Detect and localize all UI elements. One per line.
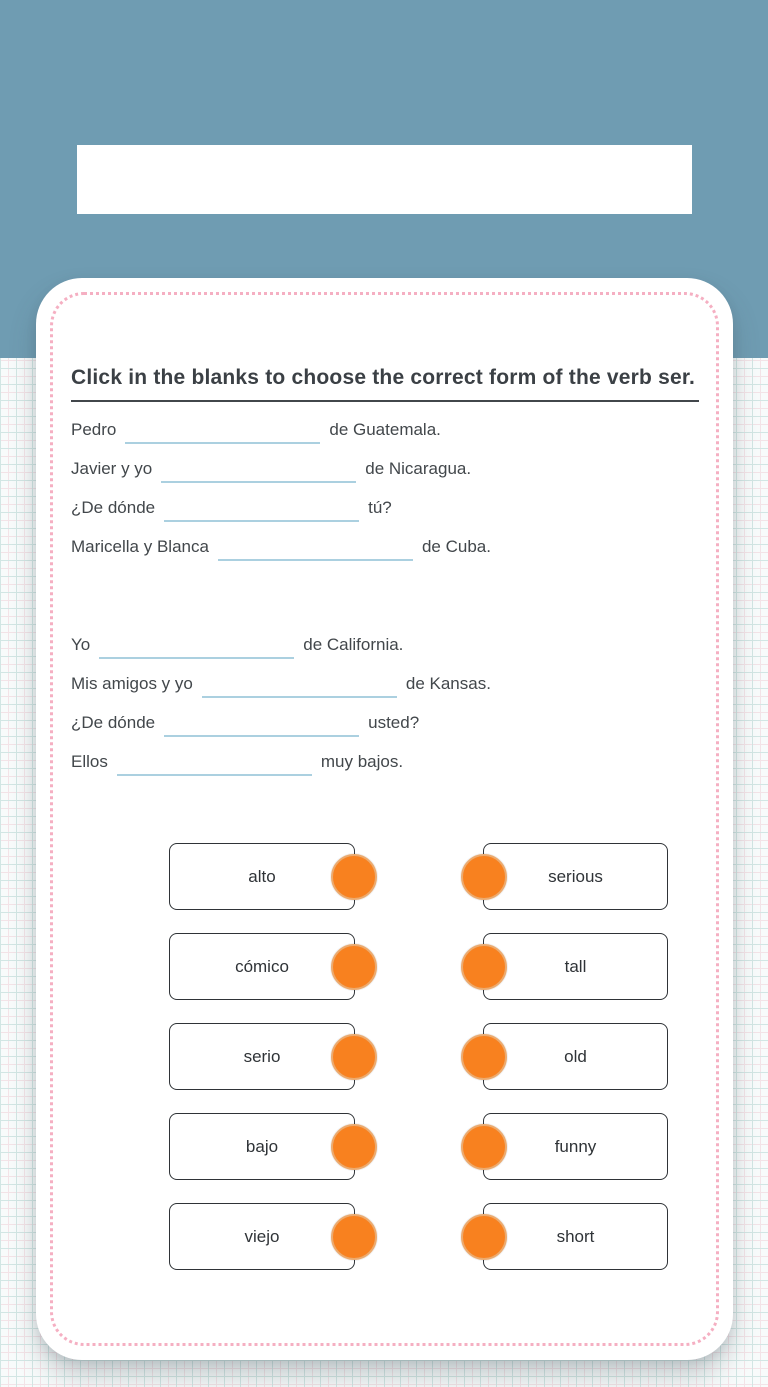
- fill-sentence: [71, 703, 733, 742]
- match-item-right[interactable]: [483, 843, 668, 910]
- match-connector-dot[interactable]: [331, 854, 377, 900]
- match-item-right[interactable]: [483, 933, 668, 1000]
- answer-blank[interactable]: [164, 508, 359, 522]
- match-connector-dot[interactable]: [331, 944, 377, 990]
- match-item-left[interactable]: [169, 843, 355, 910]
- match-item-right[interactable]: [483, 1023, 668, 1090]
- answer-blank[interactable]: [161, 469, 356, 483]
- match-connector-dot[interactable]: [461, 944, 507, 990]
- sentence-after-text: de Cuba.: [421, 537, 491, 557]
- sentence-after-text: de California.: [303, 635, 404, 655]
- match-connector-dot[interactable]: [331, 1214, 377, 1260]
- sentence-before-text: Mis amigos y yo: [71, 674, 193, 694]
- matching-section: [71, 843, 733, 1270]
- sentence-before-text: ¿De dónde: [71, 498, 156, 518]
- answer-blank[interactable]: [125, 430, 320, 444]
- match-row: [71, 1023, 733, 1090]
- fill-group: [71, 410, 733, 566]
- match-item-label: serio: [243, 1046, 281, 1066]
- match-item-right[interactable]: [483, 1203, 668, 1270]
- title-banner: [77, 145, 692, 214]
- answer-blank[interactable]: [99, 645, 294, 659]
- fill-sentence: [71, 410, 733, 449]
- instruction-heading: Click in the blanks to choose the correct form of the verb ser.: [71, 366, 696, 389]
- match-row: [71, 1203, 733, 1270]
- match-connector-dot[interactable]: [461, 1214, 507, 1260]
- answer-blank[interactable]: [218, 547, 413, 561]
- sentence-after-text: de Kansas.: [405, 674, 491, 694]
- match-connector-dot[interactable]: [461, 854, 507, 900]
- fill-sentence: [71, 664, 733, 703]
- sentence-before-text: ¿De dónde: [71, 713, 156, 733]
- sentence-after-text: muy bajos.: [320, 752, 404, 772]
- sentence-after-text: de Guatemala.: [329, 420, 441, 440]
- match-item-label: tall: [564, 956, 587, 976]
- card-content: [36, 278, 733, 1360]
- match-item-label: short: [556, 1226, 595, 1246]
- fill-in-blank-section: [71, 410, 733, 781]
- fill-sentence: [71, 449, 733, 488]
- match-item-label: bajo: [245, 1136, 279, 1156]
- fill-sentence: [71, 742, 733, 781]
- match-connector-dot[interactable]: [331, 1124, 377, 1170]
- answer-blank[interactable]: [164, 723, 359, 737]
- sentence-before-text: Ellos: [71, 752, 108, 772]
- match-row: [71, 933, 733, 1000]
- match-item-left[interactable]: [169, 1113, 355, 1180]
- match-item-right[interactable]: [483, 1113, 668, 1180]
- sentence-before-text: Pedro: [71, 420, 117, 440]
- match-item-label: funny: [554, 1136, 597, 1156]
- match-item-label: viejo: [244, 1226, 280, 1246]
- sentence-before-text: Javier y yo: [71, 459, 153, 479]
- answer-blank[interactable]: [202, 684, 397, 698]
- match-item-left[interactable]: [169, 1023, 355, 1090]
- match-item-left[interactable]: [169, 1203, 355, 1270]
- sentence-after-text: usted?: [368, 713, 420, 733]
- match-connector-dot[interactable]: [461, 1124, 507, 1170]
- fill-sentence: [71, 488, 733, 527]
- sentence-after-text: de Nicaragua.: [365, 459, 472, 479]
- match-connector-dot[interactable]: [331, 1034, 377, 1080]
- match-item-left[interactable]: [169, 933, 355, 1000]
- match-row: [71, 1113, 733, 1180]
- fill-group: [71, 625, 733, 781]
- match-item-label: serious: [548, 866, 603, 886]
- match-item-label: cómico: [235, 956, 289, 976]
- match-item-label: old: [564, 1046, 587, 1066]
- sentence-before-text: Yo: [71, 635, 91, 655]
- answer-blank[interactable]: [117, 762, 312, 776]
- sentence-after-text: tú?: [368, 498, 392, 518]
- match-connector-dot[interactable]: [461, 1034, 507, 1080]
- sentence-before-text: Maricella y Blanca: [71, 537, 209, 557]
- match-item-label: alto: [248, 866, 276, 886]
- fill-sentence: [71, 625, 733, 664]
- heading-divider: [71, 400, 699, 402]
- fill-sentence: [71, 527, 733, 566]
- worksheet-card: [36, 278, 733, 1360]
- match-row: [71, 843, 733, 910]
